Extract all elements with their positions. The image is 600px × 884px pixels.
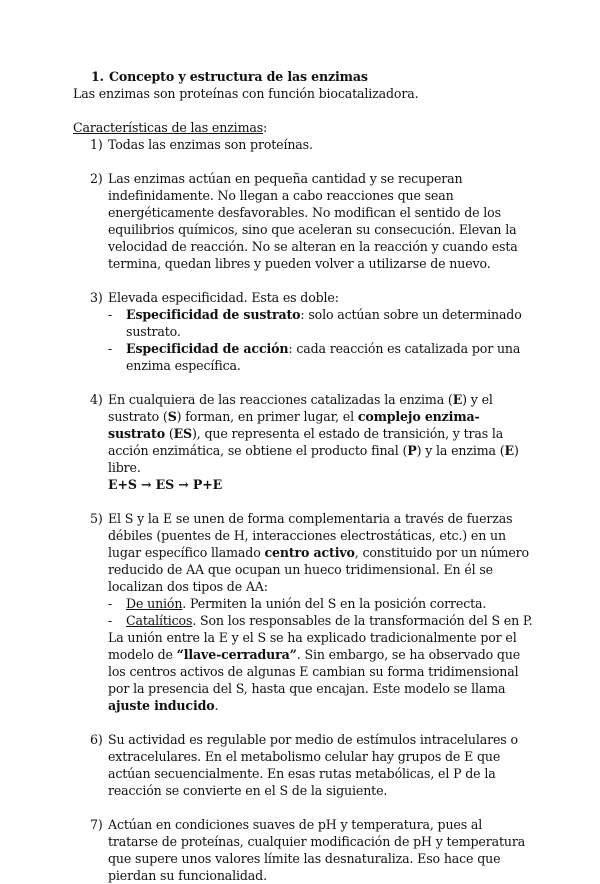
- item-number: 1): [90, 137, 103, 152]
- list-item-6: [73, 731, 533, 799]
- characteristics-title: Características de las enzimas:: [73, 120, 268, 135]
- heading-title: Concepto y estructura de las enzimas: [109, 69, 368, 84]
- term-action-specificity: Especificidad de acción: [126, 341, 289, 356]
- item-number: 6): [90, 732, 103, 747]
- list-item-7: [73, 816, 533, 884]
- term-active-site: centro activo: [264, 545, 355, 560]
- characteristics-title-text: Características de las enzimas: [73, 120, 264, 135]
- item-text: Su actividad es regulable por medio de estímulos intracelulares o extracelulares. En el metabolismo celular hay grupos de E que actúan secuencialmente. En esas rutas metabólicas, el P de la reacción se convierte en el S de la siguiente.: [108, 732, 518, 798]
- list-item-2: [73, 170, 533, 272]
- term-substrate-specificity: Especificidad de sustrato: [126, 307, 301, 322]
- item-text: Elevada especificidad. Esta es doble:: [108, 290, 339, 305]
- item-number: 5): [90, 511, 103, 526]
- sub-item-substrate-specificity: - Especificidad de sustrato: solo actúan sobre un determinado sustrato.: [108, 307, 522, 339]
- item-number: 3): [90, 290, 103, 305]
- term-lock-and-key: “llave-cerradura”: [176, 647, 297, 662]
- term-binding: De unión: [126, 596, 183, 611]
- item-text: Todas las enzimas son proteínas.: [108, 137, 313, 152]
- document-page: [73, 68, 533, 884]
- term-catalytic: Catalíticos: [126, 613, 193, 628]
- sub-item-action-specificity: - Especificidad de acción: cada reacción es catalizada por una enzima específica.: [108, 341, 521, 373]
- list-item-5-continuation: La unión entre la E y el S se ha explicado tradicionalmente por el modelo de “llave-cerradura”. Sin embargo, se ha observado que los centros activos de algunas E cambian su forma tridimensional por la presencia del S, hasta que encajan. Este modelo se llama ajuste inducido.: [108, 630, 521, 713]
- list-item-1: [73, 136, 533, 153]
- item-number: 4): [90, 392, 103, 407]
- item-text: Actúan en condiciones suaves de pH y temperatura, pues al tratarse de proteínas, cualquier modificación de pH y temperatura que supere unos valores límite las desnaturaliza. Eso hace que pierdan su funcionalidad.: [108, 817, 526, 883]
- section-heading: [91, 68, 533, 85]
- heading-number: 1.: [91, 69, 104, 84]
- reaction-equation: E+S → ES → P+E: [108, 477, 223, 492]
- list-item-4: 4) En cualquiera de las reacciones catalizadas la enzima (E) y el sustrato (S) forman, en primer lugar, el complejo enzima-sustrato (ES), que representa el estado de transición, y tras la acción enzimática, se obtiene el producto final (P) y la enzima (E) libre. E+S → ES → P+E: [73, 391, 533, 493]
- sub-item-binding: - De unión. Permiten la unión del S en la posición correcta.: [108, 596, 487, 611]
- term-induced-fit: ajuste inducido: [108, 698, 215, 713]
- sub-item-catalytic: - Catalíticos. Son los responsables de la transformación del S en P.: [108, 613, 533, 628]
- item-number: 2): [90, 171, 103, 186]
- item-number: 7): [90, 817, 103, 832]
- intro-paragraph: Las enzimas son proteínas con función biocatalizadora.: [73, 86, 419, 101]
- item-text: Las enzimas actúan en pequeña cantidad y se recuperan indefinidamente. No llegan a cabo reacciones que sean energéticamente desfavorables. No modifican el sentido de los equilibrios químicos, sino que aceleran su consecución. Elevan la velocidad de reacción. No se alteran en la reacción y cuando esta termina, quedan libres y pueden volver a utilizarse de nuevo.: [108, 171, 518, 271]
- list-item-3: [73, 289, 533, 306]
- term-enzyme-substrate-complex: complejo enzima-sustrato: [108, 409, 480, 441]
- list-item-5: 5) El S y la E se unen de forma complementaria a través de fuerzas débiles (puentes de H, interacciones electrostáticas, etc.) en un lugar específico llamado centro activo, constituido por un número reducido de AA que ocupan un hueco tridimensional. En él se localizan dos tipos de AA:: [90, 511, 529, 594]
